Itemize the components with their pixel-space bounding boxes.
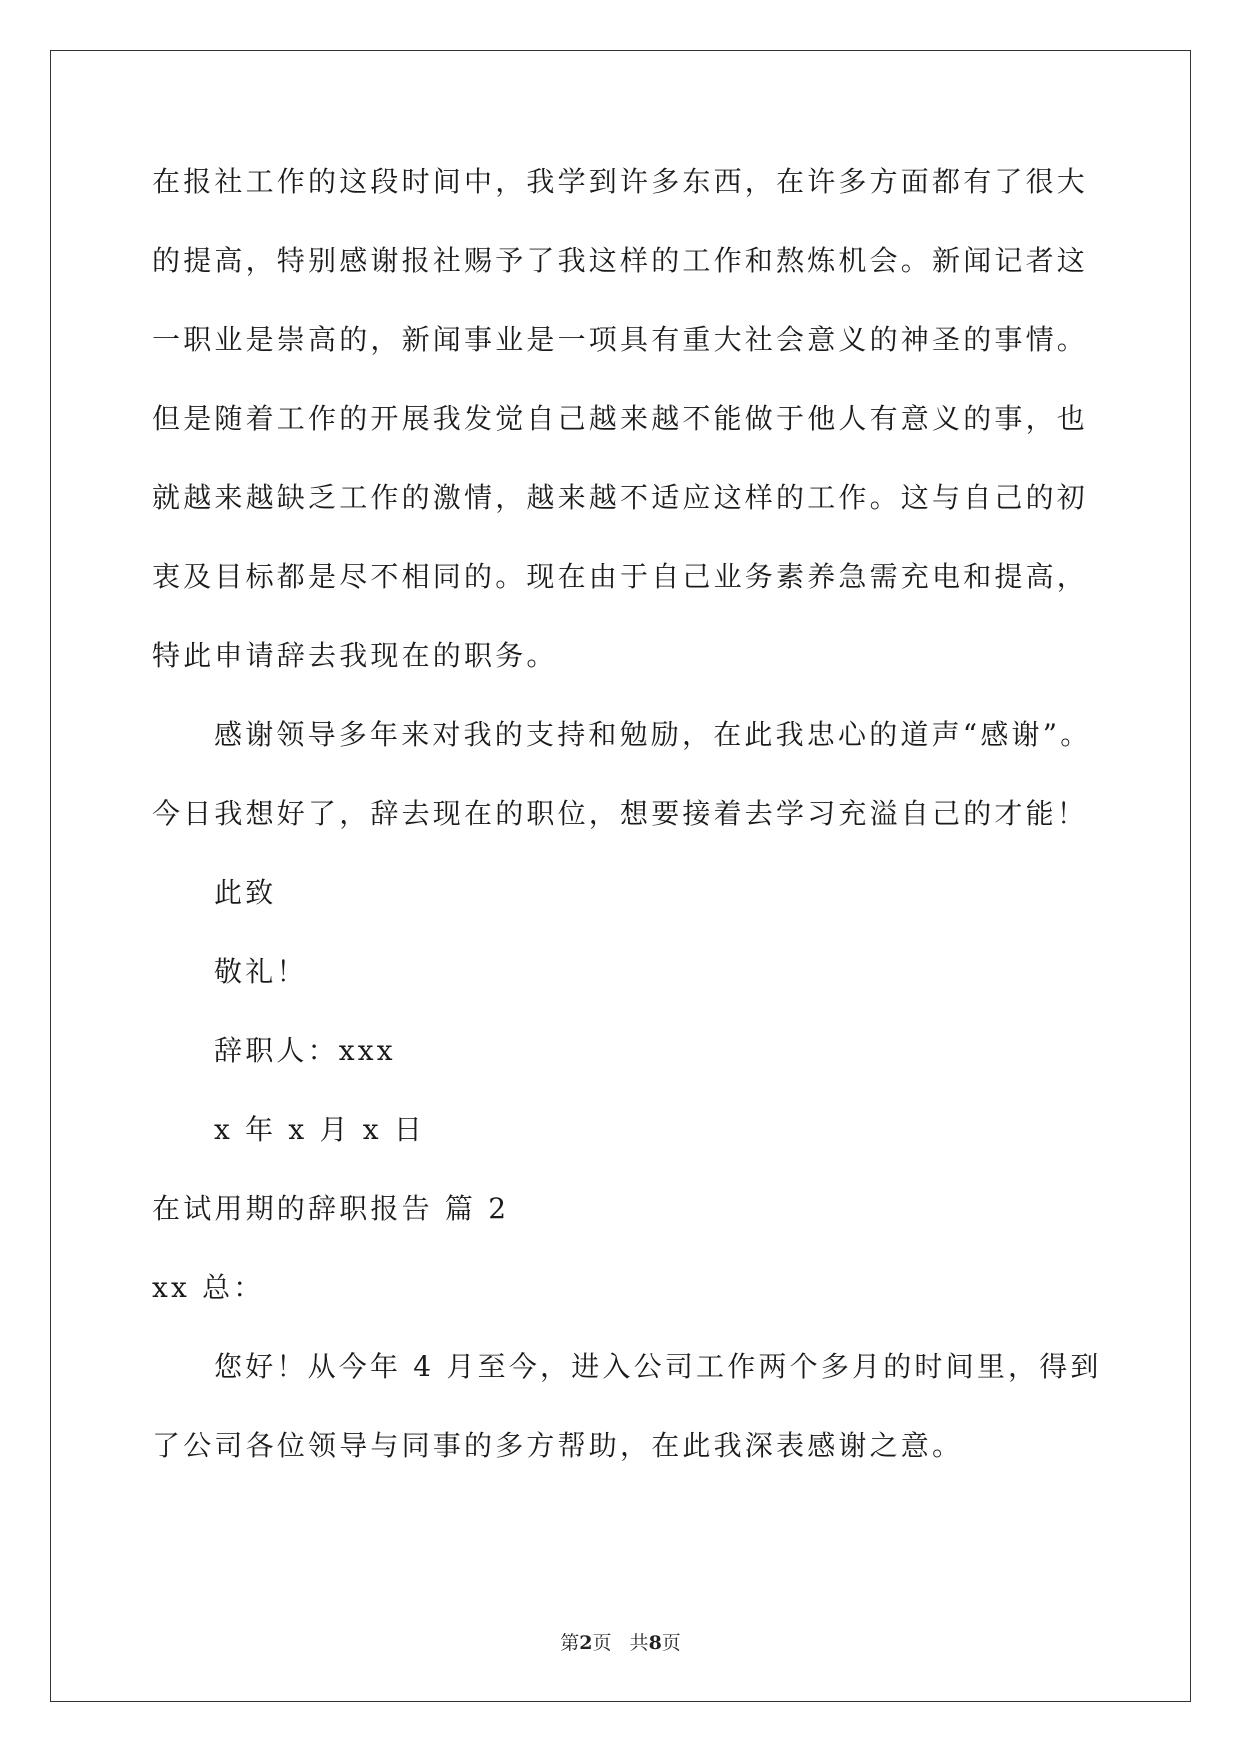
text-line: 敬礼！	[214, 955, 308, 988]
text-line: 就越来越缺乏工作的激情，越来越不适应这样的工作。这与自己的初	[152, 481, 1089, 514]
text-line: 了公司各位领导与同事的多方帮助，在此我深表感谢之意。	[152, 1429, 964, 1462]
text-line: 但是随着工作的开展我发觉自己越来越不能做于他人有意义的事，也	[152, 402, 1089, 435]
text-line: 在报社工作的这段时间中，我学到许多东西，在许多方面都有了很大	[152, 165, 1089, 198]
footer-page-number: 2	[579, 1632, 593, 1654]
text-line: x 年 x 月 x 日	[214, 1113, 426, 1146]
text-line: 今日我想好了，辞去现在的职位，想要接着去学习充溢自己的才能！	[152, 797, 1089, 830]
text-line: 此致	[214, 876, 277, 909]
text-line: xx 总：	[152, 1271, 265, 1304]
text-line: 一职业是崇高的，新闻事业是一项具有重大社会意义的神圣的事情。	[152, 323, 1089, 356]
text-line: 在试用期的辞职报告 篇 2	[152, 1192, 510, 1225]
text-line: 感谢领导多年来对我的支持和勉励，在此我忠心的道声“感谢”。	[214, 718, 1092, 751]
text-line: 特此申请辞去我现在的职务。	[152, 639, 558, 672]
page-footer	[0, 1628, 1241, 1655]
footer-middle: 页 共	[592, 1632, 649, 1654]
document-body	[152, 160, 1102, 1503]
footer-total-pages: 8	[648, 1632, 662, 1654]
text-line: 衷及目标都是尽不相同的。现在由于自己业务素养急需充电和提高，	[152, 560, 1089, 593]
footer-prefix: 第	[560, 1632, 580, 1654]
text-line: 辞职人：xxx	[214, 1034, 396, 1067]
footer-suffix: 页	[661, 1632, 681, 1654]
text-line: 您好！从今年 4 月至今，进入公司工作两个多月的时间里，得到	[214, 1350, 1102, 1383]
text-line: 的提高，特别感谢报社赐予了我这样的工作和熬炼机会。新闻记者这	[152, 244, 1089, 277]
